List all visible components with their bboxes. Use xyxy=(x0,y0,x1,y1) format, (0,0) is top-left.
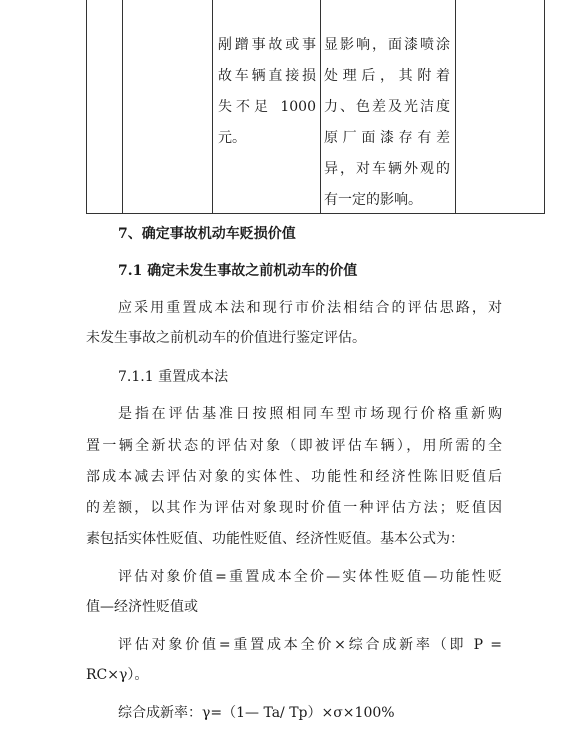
table-border-right xyxy=(544,0,545,214)
cell-line: 异，对车辆外观的 xyxy=(324,161,450,177)
section-heading-7-1-1: 7.1.1 重置成本法 xyxy=(118,369,229,385)
table-divider-2 xyxy=(212,0,213,214)
table-border-bottom xyxy=(86,213,545,214)
cell-line: 处理后，其附着 xyxy=(324,68,450,84)
cell-line: 有一定的影响。 xyxy=(324,192,422,208)
table-border-left xyxy=(86,0,87,214)
cell-line: 剐蹭事故或事 xyxy=(218,37,316,53)
formula-line: 综合成新率：γ=（1— Ta/ Tp）×σ×100% xyxy=(118,705,395,721)
cell-line: 失不足 1000 xyxy=(218,99,316,115)
cell-line: 显影响，面漆喷涂 xyxy=(324,37,450,53)
paragraph-line: 素包括实体性贬值、功能性贬值、经济性贬值。基本公式为： xyxy=(86,531,464,547)
section-heading-7-1: 7.1 确定未发生事故之前机动车的价值 xyxy=(118,263,358,279)
paragraph-line: 置一辆全新状态的评估对象（即被评估车辆），用所需的全 xyxy=(86,438,502,454)
formula-line: 值—经济性贬值或 xyxy=(86,599,198,615)
paragraph-line: 部成本减去评估对象的实体性、功能性和经济性陈旧贬值后 xyxy=(86,469,502,485)
table-cell-accident-condition xyxy=(218,30,316,154)
cell-line: 原厂面漆存有差 xyxy=(324,130,450,146)
table-divider-1 xyxy=(122,0,123,214)
table-divider-3 xyxy=(320,0,321,214)
formula-line: 评估对象价值=重置成本全价—实体性贬值—功能性贬 xyxy=(118,569,502,585)
cell-line: 元。 xyxy=(218,130,246,146)
cell-line: 力、色差及光洁度 xyxy=(324,99,450,115)
table-cell-impact-description xyxy=(324,30,450,216)
formula-line: 评估对象价值=重置成本全价×综合成新率（即 P = xyxy=(118,637,502,653)
cell-line: 故车辆直接损 xyxy=(218,68,316,84)
paragraph-line: 应采用重置成本法和现行市价法相结合的评估思路，对 xyxy=(118,300,502,316)
formula-line: RC×γ）。 xyxy=(86,667,149,683)
table-divider-4 xyxy=(455,0,456,214)
section-heading-7: 7、确定事故机动车贬损价值 xyxy=(118,226,296,242)
paragraph-line: 未发生事故之前机动车的价值进行鉴定评估。 xyxy=(86,330,366,346)
paragraph-line: 的差额，以其作为评估对象现时价值一种评估方法；贬值因 xyxy=(86,500,502,516)
paragraph-line: 是指在评估基准日按照相同车型市场现行价格重新购 xyxy=(118,406,502,422)
assessment-table-fragment xyxy=(86,0,545,214)
